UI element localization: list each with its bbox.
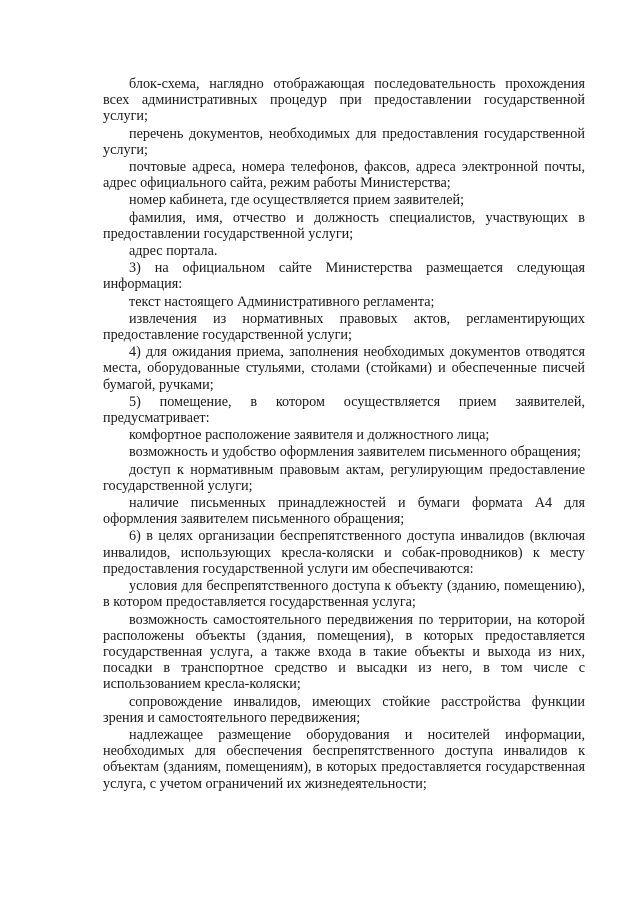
paragraph-legal-extracts: извлечения из нормативных правовых актов, регламентирующих предоставление государственной услуги; [103, 310, 585, 344]
paragraph-item-3: 3) на официальном сайте Министерства размещается следующая информация: [103, 260, 585, 293]
paragraph-escort: сопровождение инвалидов, имеющих стойкие расстройства функции зрения и самостоятельного передвижения; [103, 693, 585, 726]
paragraph-item-6: 6) в целях организации беспрепятственного доступа инвалидов (включая инвалидов, использующих кресла-коляски и собак-проводников) к месту предоставления государственной услуги им обеспечиваются: [103, 528, 585, 577]
paragraph-equipment-placement: надлежащее размещение оборудования и носителей информации, необходимых для обеспечения беспрепятственного доступа инвалидов к объектам (зданиям, помещениям), в которых предоставляется государственная услуга, с учетом ограничений их жизнедеятельности; [103, 726, 585, 792]
paragraph-specialists: фамилия, имя, отчество и должность специалистов, участвующих в предоставлении государственной услуги; [103, 209, 585, 242]
paragraph-movement: возможность самостоятельного передвижения по территории, на которой расположены объекты (здания, помещения), в которых предоставляется государственная услуга, а также входа в такие объекты и выхода из них, посадки в транспортное средство и высадки из него, в том числе с использованием кресла-коляски; [103, 611, 585, 693]
paragraph-item-5: 5) помещение, в котором осуществляется прием заявителей, предусматривает: [103, 393, 585, 427]
paragraph-regulation-text: текст настоящего Административного регламента; [129, 293, 435, 310]
paragraph-item-4: 4) для ожидания приема, заполнения необходимых документов отводятся места, оборудованные стульями, столами (стойками) и обеспеченные писчей бумагой, ручками; [103, 344, 585, 393]
paragraph-addresses: почтовые адреса, номера телефонов, факсов, адреса электронной почты, адрес официального сайта, режим работы Министерства; [103, 159, 585, 192]
paragraph-access-conditions: условия для беспрепятственного доступа к объекту (зданию, помещению), в котором предоставляется государственная услуга; [103, 578, 585, 611]
paragraph-office-number: номер кабинета, где осуществляется прием заявителей; [129, 192, 465, 209]
paragraph-legal-access: доступ к нормативным правовым актам, регулирующим предоставление государственной услуги; [103, 461, 585, 494]
paragraph-flowchart: блок-схема, наглядно отображающая последовательность прохождения всех административных процедур при предоставлении государственной услуги; [103, 76, 585, 125]
paragraph-portal-address: адрес портала. [129, 243, 218, 260]
paragraph-stationery: наличие письменных принадлежностей и бумаги формата А4 для оформления заявителем письменного обращения; [103, 495, 585, 528]
paragraph-written-request: возможность и удобство оформления заявителем письменного обращения; [129, 444, 581, 461]
paragraph-documents-list: перечень документов, необходимых для предоставления государственной услуги; [103, 125, 585, 158]
paragraph-comfort: комфортное расположение заявителя и должностного лица; [129, 427, 490, 444]
